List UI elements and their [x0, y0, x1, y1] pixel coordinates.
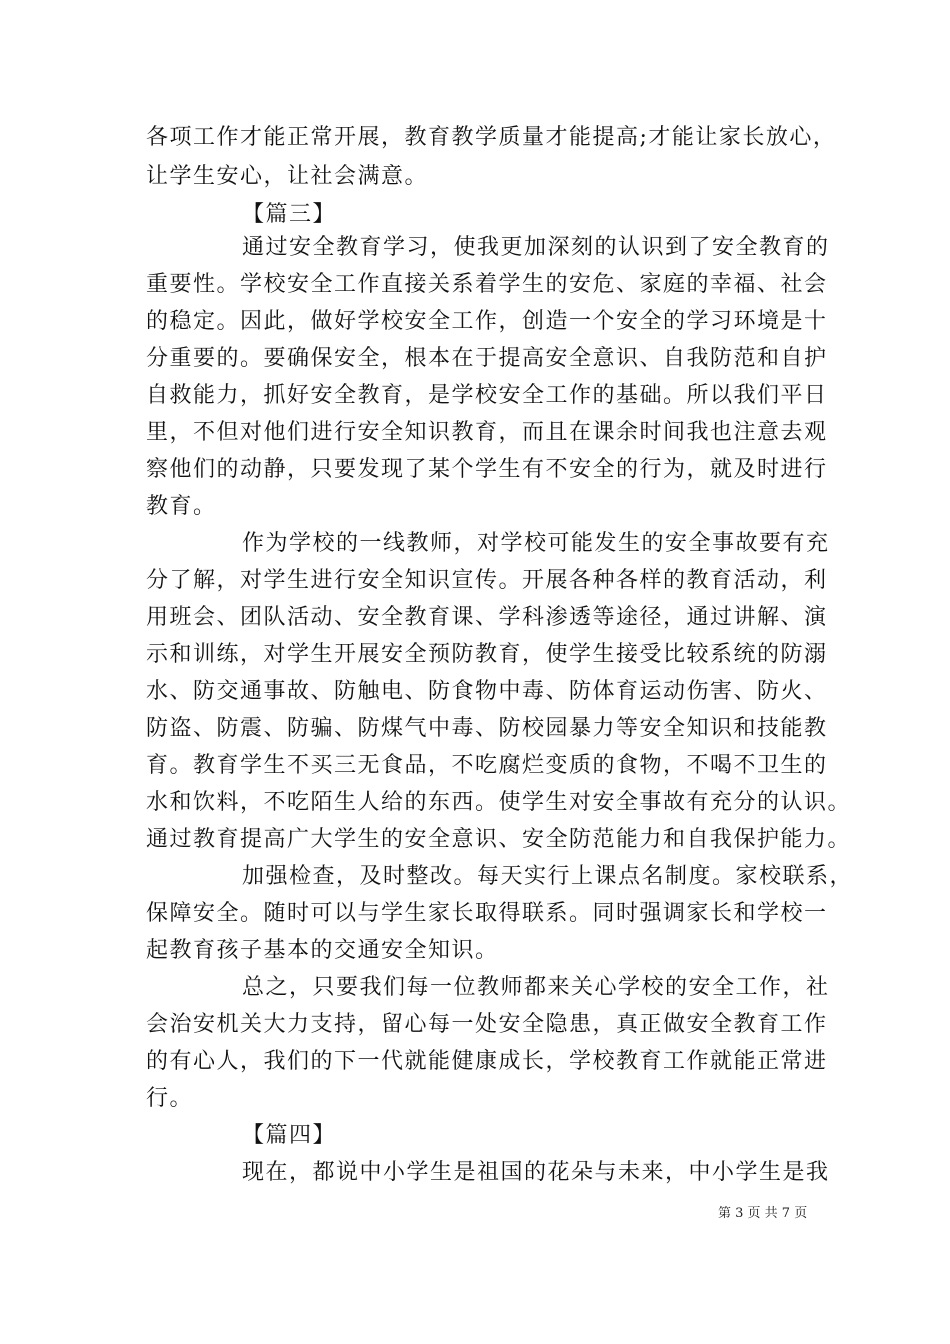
text-line: 里，不但对他们进行安全知识教育，而且在课余时间我也注意去观: [146, 420, 828, 445]
text-line: 各项工作才能正常开展，教育教学质量才能提高;才能让家长放心，: [146, 125, 837, 150]
text-line: 现在，都说中小学生是祖国的花朵与未来，中小学生是我: [242, 1160, 830, 1185]
text-line: 防盗、防震、防骗、防煤气中毒、防校园暴力等安全知识和技能教: [146, 716, 828, 741]
text-line: 育。教育学生不买三无食品，不吃腐烂变质的食物，不喝不卫生的: [146, 753, 828, 778]
text-line: 自救能力，抓好安全教育，是学校安全工作的基础。所以我们平日: [146, 383, 828, 408]
text-line: 起教育孩子基本的交通安全知识。: [146, 938, 499, 963]
text-line: 示和训练，对学生开展安全预防教育，使学生接受比较系统的防溺: [146, 642, 828, 667]
section-heading-4: 【篇四】: [242, 1123, 337, 1148]
text-line: 分了解，对学生进行安全知识宣传。开展各种各样的教育活动，利: [146, 568, 828, 593]
text-line: 用班会、团队活动、安全教育课、学科渗透等途径，通过讲解、演: [146, 605, 828, 630]
text-line: 通过教育提高广大学生的安全意识、安全防范能力和自我保护能力。: [146, 827, 852, 852]
text-line: 察他们的动静，只要发现了某个学生有不安全的行为，就及时进行: [146, 457, 828, 482]
text-line: 让学生安心，让社会满意。: [146, 164, 429, 189]
text-line: 的稳定。因此，做好学校安全工作，创造一个安全的学习环境是十: [146, 309, 828, 334]
text-line: 重要性。学校安全工作直接关系着学生的安危、家庭的幸福、社会: [146, 272, 828, 297]
text-line: 通过安全教育学习，使我更加深刻的认识到了安全教育的: [242, 235, 830, 260]
text-line: 教育。: [146, 494, 217, 519]
section-heading-3: 【篇三】: [242, 202, 337, 227]
page-number-footer: 第 3 页 共 7 页: [718, 1206, 808, 1221]
text-line: 水、防交通事故、防触电、防食物中毒、防体育运动伤害、防火、: [146, 679, 828, 704]
text-line: 总之，只要我们每一位教师都来关心学校的安全工作，社: [242, 975, 830, 1000]
text-line: 行。: [146, 1086, 194, 1111]
text-line: 会治安机关大力支持，留心每一处安全隐患，真正做安全教育工作: [146, 1012, 828, 1037]
text-line: 分重要的。要确保安全，根本在于提高安全意识、自我防范和自护: [146, 346, 828, 371]
text-line: 作为学校的一线教师，对学校可能发生的安全事故要有充: [242, 531, 830, 556]
text-line: 的有心人，我们的下一代就能健康成长，学校教育工作就能正常进: [146, 1049, 828, 1074]
text-line: 保障安全。随时可以与学生家长取得联系。同时强调家长和学校一: [146, 901, 828, 926]
text-line: 加强检查，及时整改。每天实行上课点名制度。家校联系，: [242, 864, 854, 889]
text-line: 水和饮料，不吃陌生人给的东西。使学生对安全事故有充分的认识。: [146, 790, 852, 815]
